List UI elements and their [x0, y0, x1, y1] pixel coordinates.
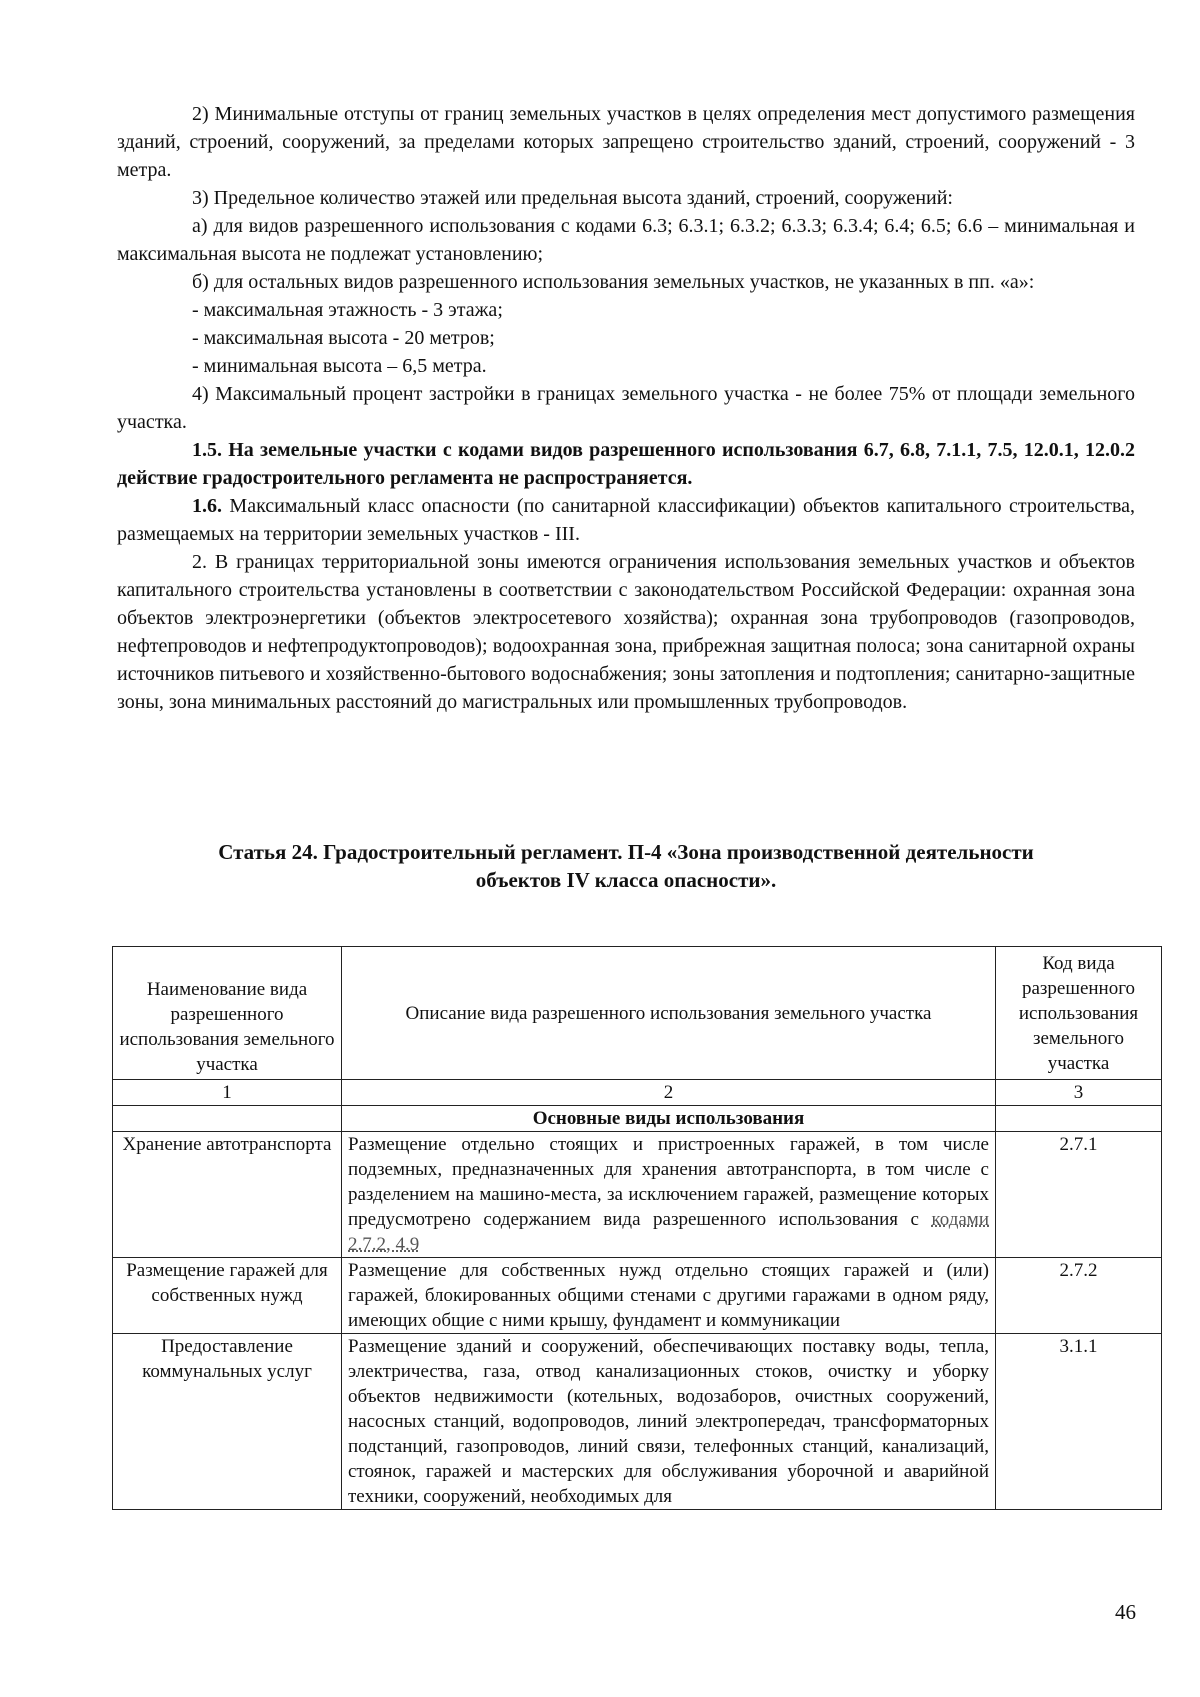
paragraph-max-height: - максимальная высота - 20 метров;: [192, 327, 495, 349]
paragraph-2-restrictions: 2. В границах территориальной зоны имеются ограничения использования земельных участков и объектов капитального строительства установлены в соответствии с законодательством Российской Федерации: охранная зона объектов электроэнергетики (объектов электросетевого хозяйства); охранная зона трубопроводов (газопроводов, нефтепроводов и нефтепродуктопроводов); водоохранная зона, прибрежная защитная полоса; зона санитарной охраны источников питьевого и хозяйственно-бытового водоснабжения; зоны затопления и подтопления; санитарно-защитные зоны, зона минимальных расстояний до магистральных или промышленных трубопроводов.: [117, 551, 1135, 713]
section-row: [113, 1106, 1162, 1132]
paragraph-floors: 3) Предельное количество этажей или предельная высота зданий, строений, сооружений:: [192, 187, 953, 209]
paragraph-floors-b: б) для остальных видов разрешенного использования земельных участков, не указанных в пп. «а»:: [192, 271, 1035, 293]
table-header-row: [113, 947, 1162, 1080]
use-description: Размещение для собственных нужд отдельно стоящих гаражей и (или) гаражей, блокированных общими стенами с другими гаражами в одном ряду, имеющих общие с ними крышу, фундамент и коммуникации: [342, 1258, 996, 1334]
use-name: Хранение автотранспорта: [113, 1132, 342, 1258]
article-heading: [117, 838, 1135, 894]
column-number: 3: [996, 1080, 1162, 1106]
column-number: 1: [113, 1080, 342, 1106]
paragraph-min-height: - минимальная высота – 6,5 метра.: [192, 355, 487, 377]
article-heading-line2: объектов IV класса опасности».: [475, 868, 777, 892]
use-code: 2.7.2: [996, 1258, 1162, 1334]
regulation-table: [112, 946, 1162, 1510]
column-number-row: [113, 1080, 1162, 1106]
article-heading-line1: Статья 24. Градостроительный регламент. П-4 «Зона производственной деятельности: [218, 840, 1034, 864]
header-name: Наименование вида разрешенного использования земельного участка: [113, 947, 342, 1080]
table-row: [113, 1132, 1162, 1258]
table-row: [113, 1258, 1162, 1334]
use-description: [342, 1132, 996, 1258]
body-text: [117, 100, 1135, 716]
column-number: 2: [342, 1080, 996, 1106]
use-code: 2.7.1: [996, 1132, 1162, 1258]
use-code: 3.1.1: [996, 1334, 1162, 1510]
table-row: [113, 1334, 1162, 1510]
paragraph-1-5: 1.5. На земельные участки с кодами видов разрешенного использования 6.7, 6.8, 7.1.1, 7.5, 12.0.1, 12.0.2 действие градостроительного регламента не распространяется.: [117, 439, 1135, 489]
code-reference-link[interactable]: кодами 2.7.2, 4.9: [348, 1209, 989, 1255]
paragraph-build-percent: 4) Максимальный процент застройки в границах земельного участка - не более 75% от площади земельного участка.: [117, 383, 1135, 433]
section-empty-cell: [113, 1106, 342, 1132]
header-code: Код вида разрешенного использования земельного участка: [996, 947, 1162, 1080]
section-title: Основные виды использования: [342, 1106, 996, 1132]
paragraph-floors-a: а) для видов разрешенного использования с кодами 6.3; 6.3.1; 6.3.2; 6.3.3; 6.3.4; 6.4; 6.5; 6.6 – минимальная и максимальная высота не подлежат установлению;: [117, 215, 1135, 265]
header-description: Описание вида разрешенного использования земельного участка: [342, 947, 996, 1080]
paragraph-1-6-label: 1.6.: [192, 495, 222, 517]
use-name: Размещение гаражей для собственных нужд: [113, 1258, 342, 1334]
use-name: Предоставление коммунальных услуг: [113, 1334, 342, 1510]
section-empty-cell: [996, 1106, 1162, 1132]
page-number: 46: [1115, 1600, 1136, 1624]
paragraph-1-6: [117, 492, 1135, 548]
use-description-text: Размещение отдельно стоящих и пристроенных гаражей, в том числе подземных, предназначенных для хранения автотранспорта, в том числе с разделением на машино-места, за исключением гаражей, размещение которых предусмотрено содержанием вида разрешенного использования с: [348, 1134, 989, 1230]
use-description: Размещение зданий и сооружений, обеспечивающих поставку воды, тепла, электричества, газа, отвод канализационных стоков, очистку и уборку объектов недвижимости (котельных, водозаборов, очистных сооружений, насосных станций, водопроводов, линий электропередач, трансформаторных подстанций, газопроводов, линий связи, телефонных станций, канализаций, стоянок, гаражей и мастерских для обслуживания уборочной и аварийной техники, сооружений, необходимых для: [342, 1334, 996, 1510]
paragraph-1-6-text: Максимальный класс опасности (по санитарной классификации) объектов капитального строительства, размещаемых на территории земельных участков - III.: [117, 495, 1135, 545]
paragraph-setbacks: 2) Минимальные отступы от границ земельных участков в целях определения мест допустимого размещения зданий, строений, сооружений, за пределами которых запрещено строительство зданий, строений, сооружений - 3 метра.: [117, 103, 1135, 181]
paragraph-max-floors: - максимальная этажность - 3 этажа;: [192, 299, 503, 321]
